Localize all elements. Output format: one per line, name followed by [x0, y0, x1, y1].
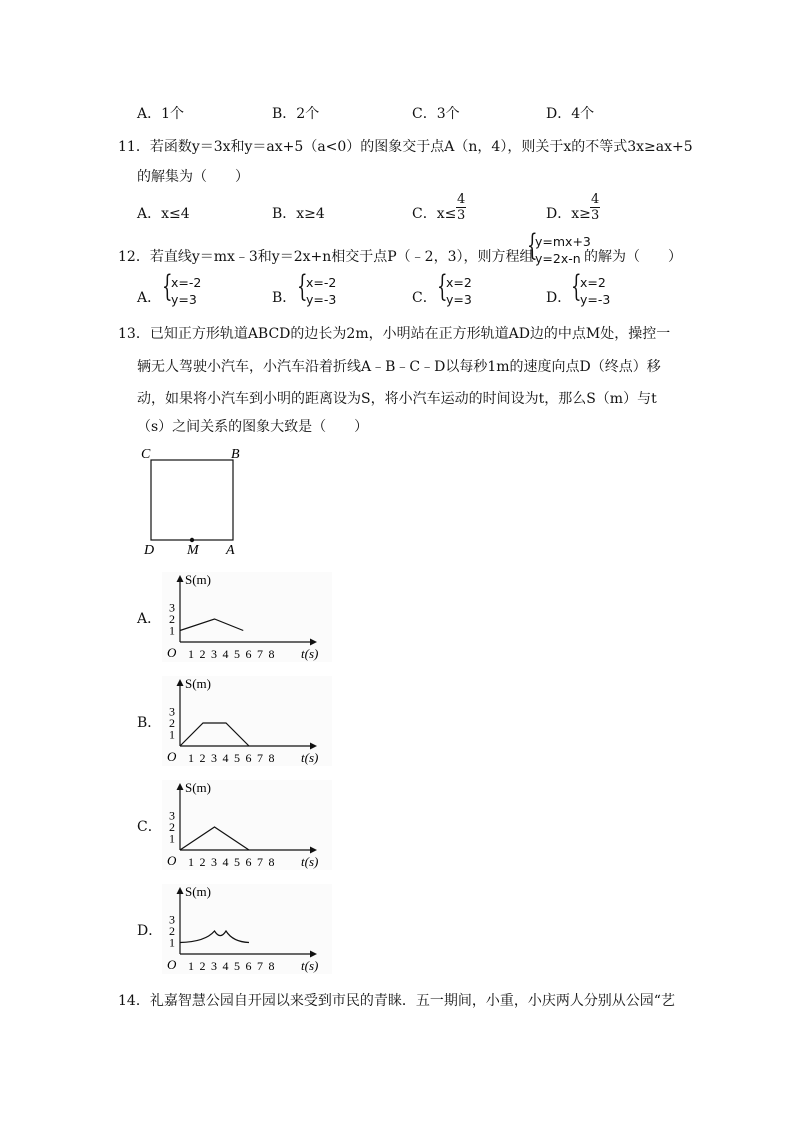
q11-option-b: B．x≥4 — [272, 206, 325, 222]
q12-option-d-brace: { — [571, 269, 582, 304]
x-tick-label: 5 — [234, 751, 240, 765]
q12-stem: 12．若直线y＝mx﹣3和y＝2x+n相交于点P（﹣2，3），则方程组 — [118, 249, 534, 265]
x-tick-label: 7 — [257, 959, 263, 973]
fraction-denominator: 3 — [457, 208, 466, 223]
q12-option-a-label: A． — [137, 290, 162, 306]
q12-system-eq1: y=mx+3 — [535, 234, 591, 249]
x-tick-label: 8 — [268, 647, 275, 661]
q12-option-b-system — [306, 274, 336, 308]
fraction-numerator: 4 — [457, 192, 466, 207]
q11-option-c: C．x≤ — [412, 206, 457, 222]
q13-option-b-label: B． — [137, 715, 162, 731]
origin-label: O — [167, 749, 177, 764]
fraction-denominator: 3 — [591, 208, 600, 223]
x-tick-label: 1 — [188, 959, 194, 973]
option-x-value: x=-2 — [171, 275, 202, 290]
q12-option-b-label: B． — [272, 290, 297, 306]
option-y-value: y=-3 — [306, 292, 337, 307]
y-axis-label: S(m) — [185, 572, 211, 587]
q13-graph-b — [162, 676, 332, 766]
y-tick-label: 3 — [169, 600, 175, 615]
y-tick-label: 1 — [169, 727, 175, 742]
q13-option-d-label: D． — [137, 923, 163, 939]
q11-stem-line1: 11．若函数y＝3x和y＝ax+5（a<0）的图象交于点A（n，4），则关于x的不等式3x≥ax+5 — [118, 139, 693, 155]
x-tick-label: 6 — [245, 647, 252, 661]
x-tick-label: 8 — [268, 855, 275, 869]
vertex-b-label: B — [231, 447, 240, 462]
option-x-value: x=2 — [446, 275, 472, 290]
x-tick-label: 7 — [257, 647, 263, 661]
x-tick-label: 3 — [211, 751, 217, 765]
x-tick-label: 3 — [211, 959, 217, 973]
y-tick-label: 1 — [169, 935, 175, 950]
q11-option-c-fraction — [456, 192, 466, 223]
q13-square-figure — [138, 444, 258, 562]
q12-option-c-brace: { — [437, 269, 448, 304]
y-tick-label: 3 — [169, 704, 175, 719]
y-axis-label: S(m) — [185, 884, 211, 899]
q12-stem-end: 的解为（ ） — [584, 249, 682, 265]
y-tick-label: 2 — [169, 716, 175, 730]
x-tick-label: 6 — [245, 751, 252, 765]
q13-graph-d — [162, 884, 332, 974]
y-tick-label: 3 — [169, 808, 175, 823]
q11-option-a: A．x≤4 — [137, 206, 190, 222]
q12-option-d-label: D． — [546, 290, 572, 306]
option-y-value: y=3 — [446, 292, 472, 307]
q12-option-c-system — [446, 274, 472, 308]
origin-label: O — [167, 957, 177, 972]
x-tick-label: 6 — [245, 855, 252, 869]
x-tick-label: 3 — [211, 647, 217, 661]
q12-system-brace: { — [527, 228, 538, 263]
q10-option-c: C．3个 — [412, 106, 460, 122]
q11-option-d-fraction — [590, 192, 600, 223]
origin-label: O — [167, 853, 177, 868]
x-tick-label: 4 — [222, 855, 229, 869]
x-axis-label: t(s) — [301, 958, 319, 973]
x-tick-label: 2 — [199, 855, 206, 869]
q10-option-a: A．1个 — [137, 106, 185, 122]
x-tick-label: 4 — [222, 647, 229, 661]
option-x-value: x=-2 — [306, 275, 337, 290]
x-tick-label: 4 — [222, 959, 229, 973]
x-tick-label: 1 — [188, 751, 194, 765]
q14-stem-line1: 14．礼嘉智慧公园自开园以来受到市民的青睐．五一期间，小重，小庆两人分别从公园“艺 — [118, 993, 675, 1009]
square-track — [151, 460, 233, 540]
q13-option-c-label: C． — [137, 819, 162, 835]
q13-stem-line3: 动，如果将小汽车到小明的距离设为S，将小汽车运动的时间设为t，那么S（m）与t — [137, 391, 657, 407]
q13-option-a-label: A． — [137, 611, 162, 627]
point-m-dot — [190, 538, 194, 542]
q13-stem-line1: 13．已知正方形轨道ABCD的边长为2m，小明站在正方形轨道AD边的中点M处，操控一 — [118, 326, 671, 342]
q12-option-b-brace: { — [297, 269, 308, 304]
x-axis-label: t(s) — [301, 854, 319, 869]
x-axis-label: t(s) — [301, 750, 319, 765]
x-tick-label: 2 — [199, 647, 206, 661]
x-tick-label: 6 — [245, 959, 252, 973]
q11-option-d: D．x≥ — [546, 206, 591, 222]
origin-label: O — [167, 645, 177, 660]
y-tick-label: 2 — [169, 924, 175, 938]
y-tick-label: 2 — [169, 612, 175, 626]
q12-option-a-system — [171, 274, 201, 308]
x-tick-label: 5 — [234, 647, 240, 661]
q10-option-d: D．4个 — [546, 106, 595, 122]
y-axis-label: S(m) — [185, 676, 211, 691]
x-tick-label: 1 — [188, 855, 194, 869]
option-x-value: x=2 — [580, 275, 606, 290]
q13-graph-a — [162, 572, 332, 662]
x-tick-label: 4 — [222, 751, 229, 765]
vertex-d-label: D — [144, 543, 155, 558]
x-tick-label: 2 — [199, 751, 206, 765]
q10-option-b: B．2个 — [272, 106, 320, 122]
q12-system — [535, 233, 591, 267]
x-tick-label: 2 — [199, 959, 206, 973]
q13-graph-c — [162, 780, 332, 870]
option-y-value: y=-3 — [580, 292, 611, 307]
q13-stem-line4: （s）之间关系的图象大致是（ ） — [137, 419, 369, 435]
vertex-a-label: A — [226, 543, 235, 558]
q12-option-c-label: C． — [412, 290, 437, 306]
x-axis-label: t(s) — [301, 646, 319, 661]
q13-stem-line2: 辆无人驾驶小汽车，小汽车沿着折线A﹣B﹣C﹣D以每秒1m的速度向点D（终点）移 — [137, 359, 661, 375]
q12-system-eq2: y=2x-n — [535, 251, 581, 266]
x-tick-label: 7 — [257, 751, 263, 765]
q11-stem-line2: 的解集为（ ） — [137, 169, 249, 185]
x-tick-label: 3 — [211, 855, 217, 869]
vertex-c-label: C — [141, 447, 151, 462]
option-y-value: y=3 — [171, 292, 197, 307]
y-tick-label: 2 — [169, 820, 175, 834]
x-tick-label: 8 — [268, 959, 275, 973]
x-tick-label: 5 — [234, 959, 240, 973]
x-tick-label: 5 — [234, 855, 240, 869]
q12-option-d-system — [580, 274, 610, 308]
x-tick-label: 1 — [188, 647, 194, 661]
x-tick-label: 8 — [268, 751, 275, 765]
q12-option-a-brace: { — [162, 269, 173, 304]
y-tick-label: 3 — [169, 912, 175, 927]
y-tick-label: 1 — [169, 623, 175, 638]
x-tick-label: 7 — [257, 855, 263, 869]
point-m-label: M — [187, 543, 199, 558]
y-tick-label: 1 — [169, 831, 175, 846]
y-axis-label: S(m) — [185, 780, 211, 795]
fraction-numerator: 4 — [591, 192, 600, 207]
